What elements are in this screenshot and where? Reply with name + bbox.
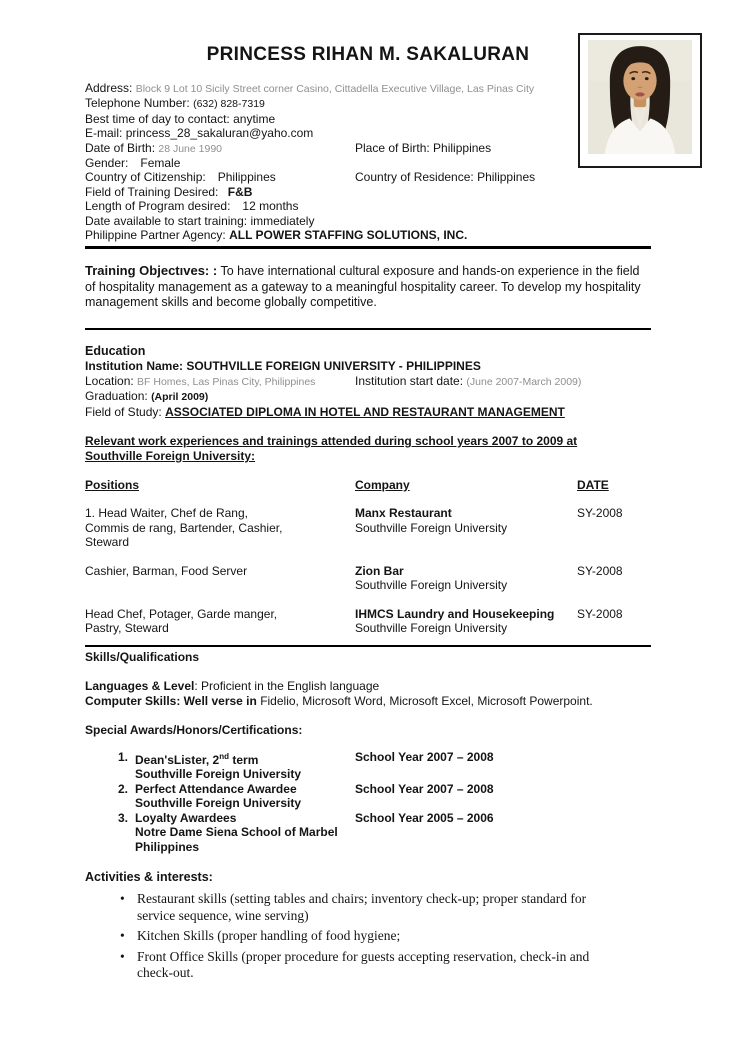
award-number: 1.	[118, 749, 129, 764]
award-text	[135, 811, 355, 855]
start-date-row	[85, 214, 651, 228]
award-text	[135, 750, 355, 782]
award-title: Loyalty Awardees	[135, 810, 237, 825]
award-title: Dean'sLister, 2nd term	[135, 751, 259, 767]
program-length-value: 12 months	[242, 199, 299, 214]
location-value: BF Homes, Las Pinas City, Philippines	[137, 375, 316, 388]
training-field-row	[85, 185, 651, 199]
institution-start-pair	[355, 374, 581, 390]
work-experience-table	[85, 478, 651, 636]
institution-start-value: (June 2007-March 2009)	[466, 375, 582, 388]
dob-value: 28 June 1990	[158, 142, 223, 155]
award-org: Southville Foreign University	[135, 796, 302, 811]
languages-value: : Proficient in the English language	[194, 678, 380, 693]
work-positions: Cashier, Barman, Food Server	[85, 563, 248, 578]
citizenship-value: Philippines	[217, 170, 276, 185]
divider-objectives	[85, 328, 651, 330]
award-number: 2.	[118, 781, 129, 796]
training-objectives	[85, 263, 651, 311]
award-text	[135, 782, 355, 811]
contact-time-row	[85, 112, 651, 126]
institution-value: SOUTHVILLE FOREIGN UNIVERSITY - PHILIPPINES	[186, 358, 481, 373]
birth-row	[85, 141, 651, 156]
page-title: PRINCESS RIHAN M. SAKALURAN	[206, 44, 530, 65]
work-company: IHMCS Laundry and Housekeeping	[355, 606, 555, 621]
skills-heading: Skills/Qualifications	[85, 649, 200, 664]
training-objectives-text: To have international cultural exposure and hands-on experience in the field of hospitality management as a gateway to a meaningful hospitality career. To develop my hospitality management skills and become globally competitive.	[85, 264, 641, 310]
gender-value: Female	[140, 156, 181, 171]
work-date: SY-2008	[577, 606, 623, 621]
work-company-sub: Southville Foreign University	[355, 621, 508, 636]
dob-label: Date of Birth:	[85, 140, 156, 155]
work-positions: 1. Head Waiter, Chef de Rang, Commis de rang, Bartender, Cashier, Steward	[85, 506, 283, 550]
work-row	[85, 607, 651, 636]
pob-pair	[355, 141, 491, 155]
work-company-sub: Southville Foreign University	[355, 520, 508, 535]
location-label: Location:	[85, 373, 134, 388]
award-year: School Year 2007 – 2008	[355, 781, 494, 796]
award-item	[85, 782, 651, 811]
work-date: SY-2008	[577, 563, 623, 578]
work-row	[85, 564, 651, 593]
award-title: Perfect Attendance Awardee	[135, 781, 297, 796]
divider-header	[85, 246, 651, 249]
institution-label: Institution Name:	[85, 358, 183, 373]
address-label: Address:	[85, 81, 133, 95]
agency-label: Philippine Partner Agency:	[85, 228, 226, 243]
award-org: Notre Dame Siena School of Marbel	[135, 825, 338, 840]
award-org: Southville Foreign University	[135, 767, 302, 782]
award-year: School Year 2007 – 2008	[355, 749, 494, 764]
personal-info-section	[85, 81, 651, 242]
telephone-value: (632) 828-7319	[193, 98, 265, 111]
work-date: SY-2008	[577, 506, 623, 521]
work-company: Zion Bar	[355, 563, 404, 578]
graduation-row	[85, 389, 651, 405]
work-row	[85, 506, 651, 550]
pob-label: Place of Birth:	[355, 140, 430, 155]
residence-label: Country of Residence:	[355, 170, 474, 185]
award-year: School Year 2005 – 2006	[355, 810, 494, 825]
agency-value: ALL POWER STAFFING SOLUTIONS, INC.	[229, 228, 468, 243]
contact-time-value: anytime	[233, 111, 276, 126]
column-positions: Positions	[85, 477, 140, 492]
award-org-country: Philippines	[135, 839, 200, 854]
start-date-label: Date available to start training:	[85, 213, 248, 228]
work-company-cell	[355, 506, 577, 550]
telephone-label: Telephone Number:	[85, 96, 190, 111]
field-of-study-value: ASSOCIATED DIPLOMA IN HOTEL AND RESTAURANT MANAGEMENT	[165, 405, 565, 420]
column-date: DATE	[577, 477, 609, 492]
gender-row	[85, 156, 651, 170]
training-field-label: Field of Training Desired:	[85, 184, 219, 199]
work-company: Manx Restaurant	[355, 506, 452, 521]
citizenship-row	[85, 170, 651, 184]
email-value: princess_28_sakaluran@yaho.com	[125, 126, 314, 141]
activities-list	[85, 891, 651, 982]
email-row	[85, 126, 651, 140]
citizenship-label: Country of Citizenship:	[85, 170, 206, 185]
program-length-label: Length of Program desired:	[85, 199, 231, 214]
award-item	[85, 750, 651, 782]
skills-section	[85, 679, 651, 709]
agency-row	[85, 228, 651, 242]
award-number: 3.	[118, 810, 129, 825]
activity-item: • Kitchen Skills (proper handling of food hygiene;	[120, 928, 625, 945]
institution-start-label: Institution start date:	[355, 373, 464, 388]
languages-label: Languages & Level	[85, 678, 195, 693]
program-length-row	[85, 199, 651, 213]
activity-item: • Front Office Skills (proper procedure for guests accepting reservation, check-in and check-out.	[120, 949, 625, 982]
address-value: Block 9 Lot 10 Sicily Street corner Casino, Cittadella Executive Village, Las Pinas City	[135, 83, 535, 95]
work-table-header	[85, 478, 651, 493]
contact-time-label: Best time of day to contact:	[85, 111, 230, 126]
education-heading: Education	[85, 343, 146, 358]
work-company-sub: Southville Foreign University	[355, 578, 508, 593]
activity-item: • Restaurant skills (setting tables and chairs; inventory check-up; proper standard for service sequence, wine serving)	[120, 891, 625, 924]
training-objectives-heading: Training Objectıves: :	[85, 263, 218, 279]
address-row	[85, 81, 651, 96]
divider-skills	[85, 645, 651, 647]
institution-row	[85, 359, 651, 374]
computer-skills-row	[85, 694, 651, 709]
work-company-cell	[355, 564, 577, 593]
start-date-value: immediately	[250, 213, 315, 228]
pob-value: Philippines	[433, 140, 492, 155]
gender-label: Gender:	[85, 156, 129, 171]
education-section	[85, 344, 651, 464]
work-company-cell	[355, 607, 577, 636]
awards-list	[85, 750, 651, 855]
languages-row	[85, 679, 651, 694]
work-positions: Head Chef, Potager, Garde manger, Pastry, Steward	[85, 606, 278, 636]
email-label: E-mail:	[85, 126, 123, 141]
field-of-study-label: Field of Study:	[85, 405, 162, 420]
award-item	[85, 811, 651, 855]
residence-pair	[355, 170, 535, 184]
computer-skills-label: Computer Skills: Well verse in	[85, 693, 257, 708]
location-row	[85, 374, 651, 390]
field-of-study-row	[85, 405, 651, 420]
activities-heading: Activities & interests:	[85, 870, 213, 885]
computer-skills-value: Fidelio, Microsoft Word, Microsoft Excel, Microsoft Powerpoint.	[260, 693, 593, 708]
column-company: Company	[355, 477, 410, 492]
experience-note: Relevant work experiences and trainings attended during school years 2007 to 2009 at Southville Foreign University:	[85, 433, 578, 463]
graduation-value: (April 2009)	[151, 391, 209, 404]
training-field-value: F&B	[227, 184, 253, 199]
residence-value: Philippines	[477, 170, 536, 185]
awards-heading: Special Awards/Honors/Certifications:	[85, 722, 303, 737]
telephone-row	[85, 96, 651, 111]
graduation-label: Graduation:	[85, 389, 148, 404]
